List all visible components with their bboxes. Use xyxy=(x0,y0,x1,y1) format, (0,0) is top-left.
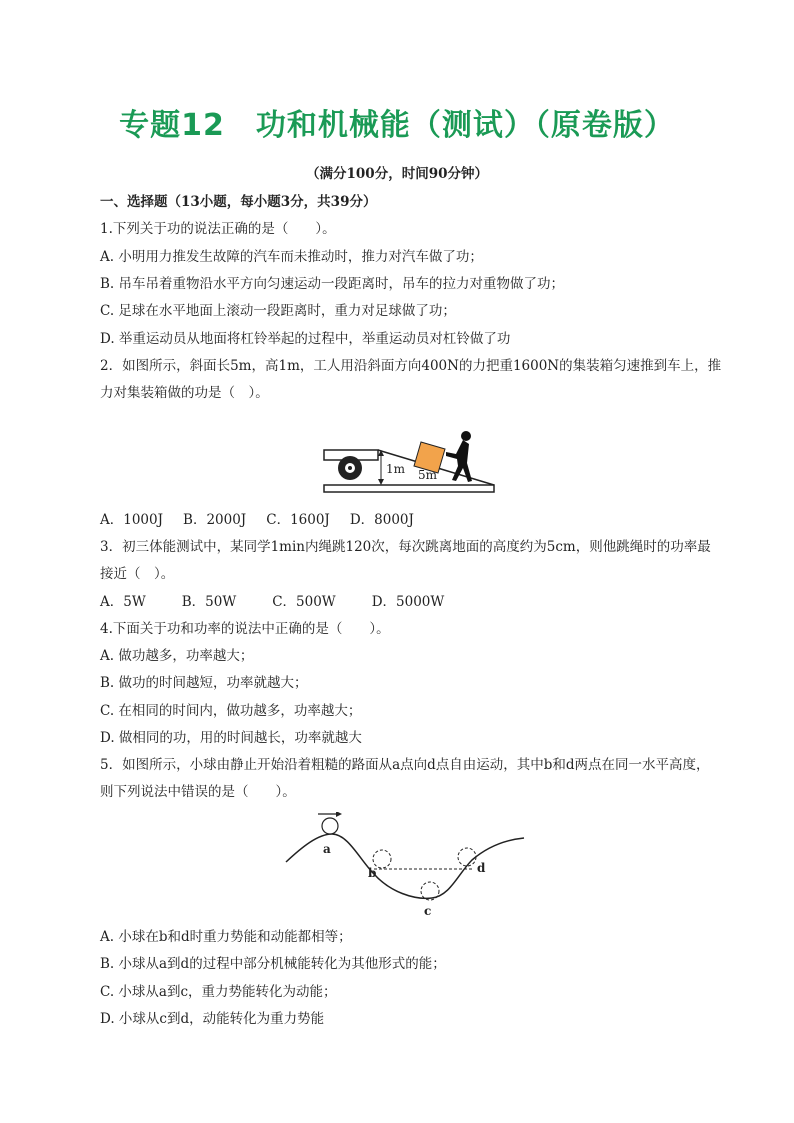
ball-d-icon xyxy=(458,848,476,866)
point-a-label: a xyxy=(323,842,331,856)
q2-option-b: B．2000J xyxy=(183,512,247,528)
q3-option-d: D．5000W xyxy=(371,594,445,610)
ball-a-icon xyxy=(322,818,338,834)
q1-option-d: D. 举重运动员从地面将杠铃举起的过程中，举重运动员对杠铃做了功 xyxy=(100,331,511,347)
page-subtitle: （满分100分，时间90分钟） xyxy=(306,166,488,182)
q3-stem-line1: 3．初三体能测试中，某同学1min内绳跳120次，每次跳离地面的高度约为5cm，则他跳绳时的功率最 xyxy=(100,539,711,555)
q3-options xyxy=(100,593,720,611)
q4-stem: 4.下面关于功和功率的说法中正确的是（ ）。 xyxy=(100,621,390,637)
q5-option-a: A. 小球在b和d时重力势能和动能都相等； xyxy=(100,929,352,945)
q3-stem-line2: 接近（ ）。 xyxy=(100,566,175,582)
ramp-length-label: 5m xyxy=(418,468,438,482)
q5-option-d: D. 小球从c到d，动能转化为重力势能 xyxy=(100,1011,325,1027)
point-b-label: b xyxy=(368,866,377,880)
q4-option-d: D. 做相同的功，用的时间越长，功率就越大 xyxy=(100,730,362,746)
q4-option-b: B. 做功的时间越短，功率就越大； xyxy=(100,675,308,691)
point-d-label: d xyxy=(477,861,486,875)
q5-stem-line1: 5．如图所示，小球由静止开始沿着粗糙的路面从a点向d点自由运动，其中b和d两点在同一水平高度， xyxy=(100,757,710,773)
track-figure xyxy=(282,812,527,920)
ball-c-icon xyxy=(421,882,439,900)
q1-option-b: B. 吊车吊着重物沿水平方向匀速运动一段距离时，吊车的拉力对重物做了功； xyxy=(100,276,565,292)
q3-option-c: C．500W xyxy=(272,594,336,610)
page-title: 专题12 功和机械能（测试）（原卷版） xyxy=(119,108,675,143)
q5-option-c: C. 小球从a到c，重力势能转化为动能； xyxy=(100,984,337,1000)
q2-stem-line2: 力对集装箱做的功是（ ）。 xyxy=(100,385,269,401)
worker-icon xyxy=(446,431,472,482)
ramp-height-label: 1m xyxy=(386,462,406,476)
q2-stem-line1: 2．如图所示，斜面长5m，高1m，工人用沿斜面方向400N的力把重1600N的集装箱匀速推到车上，推 xyxy=(100,358,722,374)
q4-option-a: A. 做功越多，功率越大； xyxy=(100,648,254,664)
section-heading: 一、选择题（13小题，每小题3分，共39分） xyxy=(100,194,377,210)
q2-option-a: A．1000J xyxy=(100,512,164,528)
q3-option-b: B．50W xyxy=(181,594,237,610)
q4-option-c: C. 在相同的时间内，做功越多，功率越大； xyxy=(100,703,362,719)
q5-option-b: B. 小球从a到d的过程中部分机械能转化为其他形式的能； xyxy=(100,956,446,972)
q2-option-c: C．1600J xyxy=(266,512,330,528)
q3-option-a: A．5W xyxy=(100,594,146,610)
q1-stem: 1.下列关于功的说法正确的是（ ）。 xyxy=(100,221,336,237)
q5-stem-line2: 则下列说法中错误的是（ ）。 xyxy=(100,784,296,800)
point-c-label: c xyxy=(424,904,432,918)
q1-option-a: A. 小明用力推发生故障的汽车而未推动时，推力对汽车做了功； xyxy=(100,249,483,265)
q2-options xyxy=(100,511,720,529)
q1-option-c: C. 足球在水平地面上滚动一段距离时，重力对足球做了功； xyxy=(100,303,456,319)
q2-option-d: D．8000J xyxy=(349,512,414,528)
ramp-figure xyxy=(318,428,498,498)
